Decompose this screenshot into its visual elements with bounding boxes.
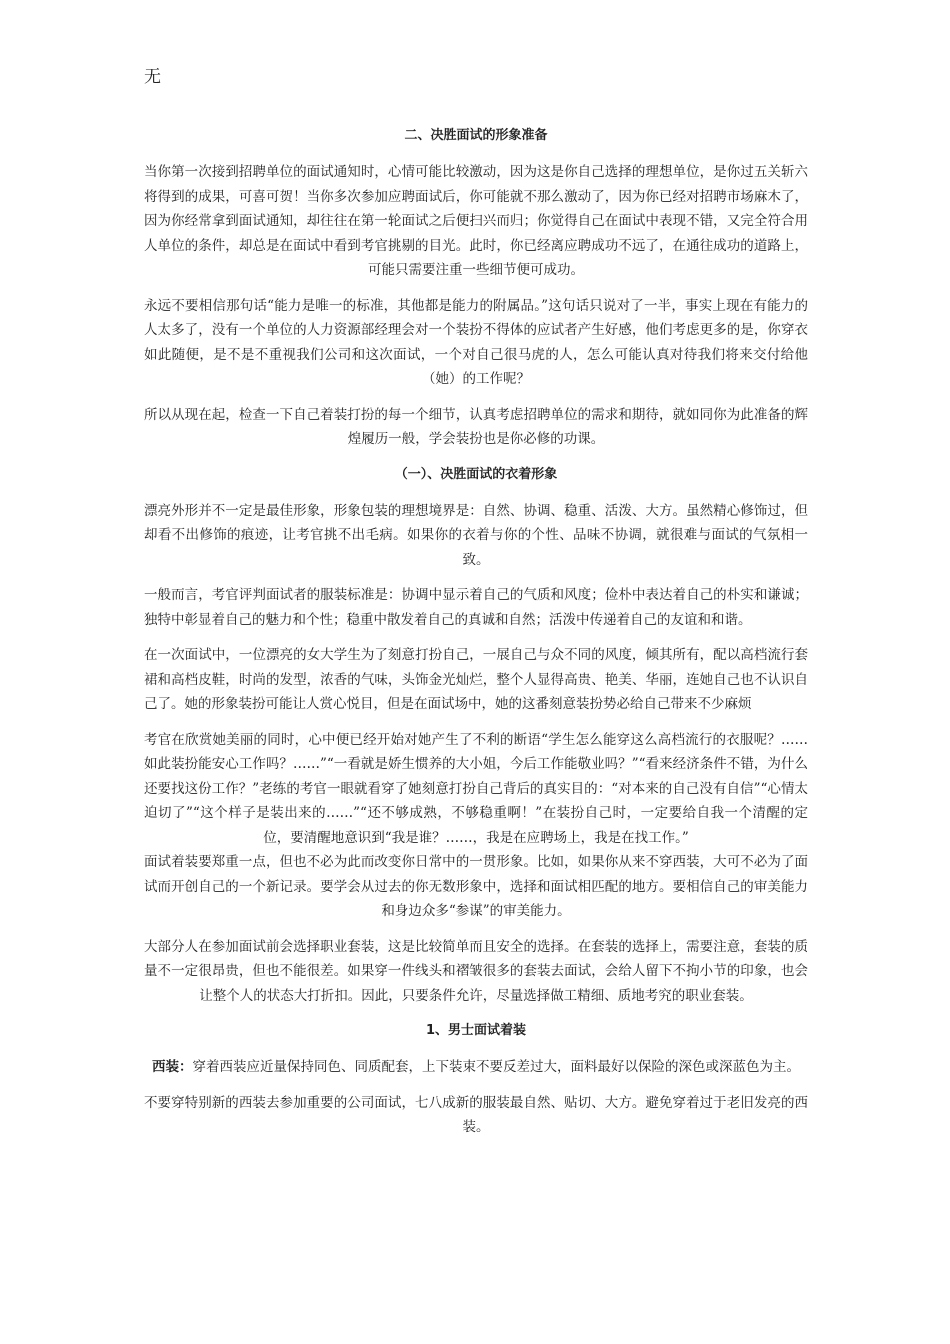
body-paragraph: 不要穿特别新的西装去参加重要的公司面试，七八成新的服装最自然、贴切、大方。避免穿着过于老旧发亮的西装。: [144, 1094, 808, 1135]
section-title: 二、决胜面试的形象准备: [404, 128, 548, 143]
body-paragraph: 所以从现在起，检查一下自己着装打扮的每一个细节，认真考虑招聘单位的需求和期待，就如同你为此准备的辉煌履历一般，学会装扮也是你必修的功课。: [144, 406, 808, 447]
subsection-title: （一）、决胜面试的衣着形象: [394, 466, 558, 482]
suit-text: 穿着西装应近量保持同色、同质配套，上下装束不要反差过大，面料最好以保险的深色或深蓝色为主。: [192, 1059, 800, 1075]
suit-lead: 西装：: [152, 1059, 193, 1075]
men-attire-title: 1、男士面试着装: [425, 1023, 527, 1038]
body-paragraph: 一般而言，考官评判面试者的服装标准是：协调中显示着自己的气质和风度；俭朴中表达着自己的朴实和谦诚；独特中彰显着自己的魅力和个性；稳重中散发着自己的真诚和自然；活泼中传递着自己的友谊和和谐。: [144, 587, 808, 628]
body-paragraph: 面试着装要郑重一点，但也不必为此而改变你日常中的一贯形象。比如，如果你从来不穿西装，大可不必为了面试而开创自己的一个新记录。要学会从过去的你无数形象中，选择和面试相匹配的地方。要相信自己的审美能力和身边众多“参谋”的审美能力。: [144, 854, 808, 919]
body-paragraph: 考官在欣赏她美丽的同时，心中便已经开始对她产生了不利的断语“学生怎么能穿这么高档流行的衣服呢？……如此装扮能安心工作吗？……”“一看就是娇生惯养的大小姐，今后工作能敬业吗？”“看来经济条件不错，为什么还要找这份工作？”老练的考官一眼就看穿了她刻意打扮自己背后的真实目的：“对本来的自己没有自信”“心情太迫切了”“这个样子是装出来的……”“还不够成熟，不够稳重啊！”在装扮自己时，一定要给自我一个清醒的定位，要清醒地意识到“我是谁？……，我是在应聘场上，我是在找工作。”: [144, 731, 808, 846]
corner-mark: 无: [144, 67, 161, 87]
body-paragraph: 大部分人在参加面试前会选择职业套装，这是比较简单而且安全的选择。在套装的选择上，需要注意，套装的质量不一定很昂贵，但也不能很差。如果穿一件线头和褶皱很多的套装去面试，会给人留下不拘小节的印象，也会让整个人的状态大打折扣。因此，只要条件允许，尽量选择做工精细、质地考究的职业套装。: [144, 938, 808, 1004]
body-paragraph: 永远不要相信那句话“能力是唯一的标准，其他都是能力的附属品。”这句话只说对了一半，事实上现在有能力的人太多了，没有一个单位的人力资源部经理会对一个装扮不得体的应试者产生好感，他们考虑更多的是，你穿衣如此随便，是不是不重视我们公司和这次面试，一个对自己很马虎的人，怎么可能认真对待我们将来交付给他（她）的工作呢？: [144, 297, 808, 387]
body-paragraph: 在一次面试中，一位漂亮的女大学生为了刻意打扮自己，一展自己与众不同的风度，倾其所有，配以高档流行套裙和高档皮鞋，时尚的发型，浓香的气味，头饰金光灿烂，整个人显得高贵、艳美、华丽，连她自己也不认识自己了。她的形象装扮可能让人赏心悦目，但是在面试场中，她的这番刻意装扮势必给自己带来不少麻烦: [144, 647, 808, 712]
document-body: [144, 124, 808, 1151]
body-paragraph: 漂亮外形并不一定是最佳形象，形象包装的理想境界是：自然、协调、稳重、活泼、大方。虽然精心修饰过，但却看不出修饰的痕迹，让考官挑不出毛病。如果你的衣着与你的个性、品味不协调，就很难与面试的气氛相一致。: [144, 502, 808, 568]
body-paragraph: 当你第一次接到招聘单位的面试通知时，心情可能比较激动，因为这是你自己选择的理想单位，是你过五关斩六将得到的成果，可喜可贺！当你多次参加应聘面试后，你可能就不那么激动了，因为你已经对招聘市场麻木了，因为你经常拿到面试通知，却往往在第一轮面试之后便扫兴而归；你觉得自己在面试中表现不错，又完全符合用人单位的条件，却总是在面试中看到考官挑剔的目光。此时，你已经离应聘成功不远了，在通往成功的道路上，可能只需要注重一些细节便可成功。: [144, 164, 808, 278]
suit-paragraph: [144, 1055, 808, 1080]
